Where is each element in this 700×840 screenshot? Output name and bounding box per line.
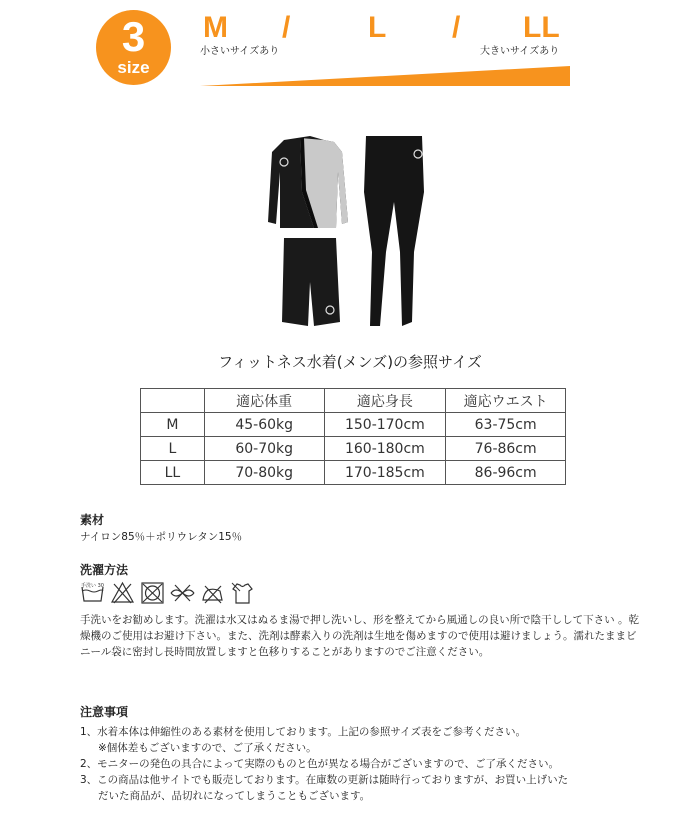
notes-list — [80, 724, 650, 804]
no-iron-icon — [200, 581, 225, 605]
size-table-title: フィットネス水着(メンズ)の参照サイズ — [218, 353, 482, 371]
size-separator: / — [282, 11, 291, 44]
note-line: 2、モニターの発色の具合によって実際のものと色が異なる場合がございますので、ご了承ください。 — [80, 758, 559, 770]
table-cell: 86-96cm — [446, 461, 566, 485]
table-header-cell: 適応ウエスト — [446, 389, 566, 413]
hand-wash-30-icon — [80, 581, 105, 605]
badge-number: 3 — [121, 13, 146, 60]
table-cell: L — [141, 437, 205, 461]
size-label-l: L — [368, 11, 387, 44]
washing-title: 洗濯方法 — [80, 563, 129, 577]
no-tumble-dry-icon — [140, 581, 165, 605]
table-cell: 60-70kg — [204, 437, 324, 461]
table-row — [141, 461, 566, 485]
badge-word: size — [117, 58, 150, 77]
leggings-image — [364, 136, 424, 326]
jacket-image — [268, 136, 348, 228]
material-text: ナイロン85％＋ポリウレタン15％ — [80, 531, 243, 543]
table-header-cell — [141, 389, 205, 413]
material-title: 素材 — [80, 513, 105, 527]
washing-instructions: 手洗いをお勧めします。洗濯は水又はぬるま湯で押し洗いし、形を整えてから風通しの良い所で陰干しして下さい 。乾燥機のご使用はお避け下さい。また、洗剤は酵素入りの洗剤は生地を傷めますので使用は避けましょう。濡れたままビニール袋に密封し長時間放置しますと色移りすることがありますのでご注意ください。 — [80, 614, 639, 658]
size-count-badge — [96, 10, 171, 85]
size-separator: / — [452, 11, 461, 44]
notes-title: 注意事項 — [80, 705, 129, 719]
table-cell: 63-75cm — [446, 413, 566, 437]
table-cell: 45-60kg — [204, 413, 324, 437]
care-icons — [80, 581, 255, 605]
table-cell: 70-80kg — [204, 461, 324, 485]
table-cell: M — [141, 413, 205, 437]
note-line: ※個体差もございますので、ご了承ください。 — [98, 742, 317, 754]
size-label-ll: LL — [523, 11, 560, 44]
table-cell: LL — [141, 461, 205, 485]
large-size-note: 大きいサイズあり — [480, 46, 560, 57]
note-line: 3、この商品は他サイトでも販売しております。在庫数の更新は随時行っておりますが、お買い上げいた — [80, 774, 569, 786]
size-label-m: M — [203, 11, 228, 44]
small-size-note: 小さいサイズあり — [200, 46, 280, 57]
table-header-cell: 適応体重 — [204, 389, 324, 413]
note-line: だいた商品が、品切れになってしまうこともございます。 — [98, 790, 371, 802]
product-image — [262, 132, 442, 332]
table-header-row — [141, 389, 566, 413]
shorts-image — [282, 238, 340, 326]
table-cell: 170-185cm — [324, 461, 446, 485]
table-cell: 160-180cm — [324, 437, 446, 461]
no-wring-icon — [170, 581, 195, 605]
table-header-cell: 適応身長 — [324, 389, 446, 413]
line-dry-shade-icon — [230, 581, 255, 605]
table-row — [141, 437, 566, 461]
hand-wash-label: 手洗い 30 — [81, 583, 104, 589]
no-bleach-icon — [110, 581, 135, 605]
note-line: 1、水着本体は伸縮性のある素材を使用しております。上記の参照サイズ表をご参考ください。 — [80, 726, 526, 738]
table-cell: 76-86cm — [446, 437, 566, 461]
size-table — [140, 388, 566, 485]
size-scale-wedge — [200, 58, 570, 88]
table-cell: 150-170cm — [324, 413, 446, 437]
table-row — [141, 413, 566, 437]
